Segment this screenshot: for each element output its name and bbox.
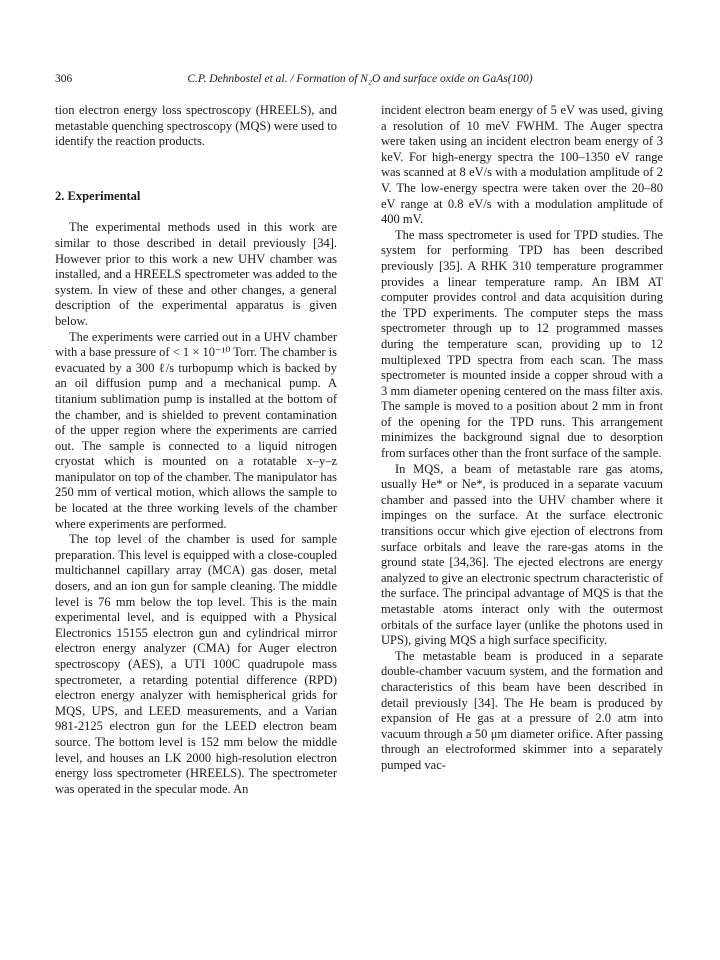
right-column bbox=[381, 103, 663, 774]
section-heading: 2. Experimental bbox=[55, 188, 141, 203]
intro-paragraph: tion electron energy loss spectroscopy (HREELS), and metastable quenching spectroscopy (MQS) were used to identify the reaction products. bbox=[55, 103, 337, 149]
body-paragraph: The experimental methods used in this work are similar to those described in detail previously [34]. However prior to this work a new UHV chamber was installed, and a HREELS spectrometer was added to the system. In view of these and other changes, a general description of the experimental apparatus is given below. bbox=[55, 220, 337, 328]
page-number: 306 bbox=[55, 73, 73, 85]
body-paragraph: The top level of the chamber is used for sample preparation. This level is equipped with a close-coupled multichannel capillary array (MCA) gas doser, metal dosers, and an ion gun for sample cleaning. The middle level is 76 mm below the top level. This is the main experimental level, and is equipped with a Physical Electronics 15155 electron gun and cylindrical mirror electron energy analyzer (CMA) for Auger electron spectroscopy (AES), a UTI 100C quadrupole mass spectrometer, a retarding potential difference (RPD) electron energy analyzer with hemispherical grids for MQS, UPS, and LEED measurements, and a Varian 981-2125 electron gun for the LEED electron beam source. The bottom level is 152 mm below the middle level, and houses an LK 2000 high-resolution electron energy loss spectrometer (HREELS). The spectrometer was operated in the specular mode. An bbox=[55, 532, 337, 796]
body-paragraph: In MQS, a beam of metastable rare gas atoms, usually He* or Ne*, is produced in a separate vacuum chamber and passed into the UHV chamber where it impinges on the surface. At the surface electronic transitions occur which give ejection of electrons from surface orbitals and leave the rare-gas atoms in the ground state [34,36]. The ejected electrons are energy analyzed to give an electronic spectrum characteristic of the surface. The principal advantage of MQS is that the metastable atoms interact only with the outermost orbitals of the surface layer (unlike the photons used in UPS), giving MQS a high surface specificity. bbox=[381, 461, 663, 648]
continuation-paragraph: incident electron beam energy of 5 eV was used, giving a resolution of 10 meV FWHM. The Auger spectra were taken using an incident electron beam energy of 3 keV. For high-energy spectra the 100–1350 eV range was scanned at 8 eV/s with a modulation amplitude of 2 V. The low-energy spectra were taken over the 20–80 eV range at 0.8 eV/s with a modulation amplitude of 400 mV. bbox=[381, 103, 663, 227]
body-paragraph: The experiments were carried out in a UHV chamber with a base pressure of < 1 × 10⁻¹⁰ Torr. The chamber is evacuated by a 300 ℓ/s turbopump which is backed by an oil diffusion pump and a mechanical pump. A titanium sublimation pump is installed at the bottom of the chamber, and is shielded to prevent contamination of the upper region where the experiments are carried out. The sample is connected to a liquid nitrogen cryostat which is mounted on a rotatable x–y–z manipulator on top of the chamber. The manipulator has 250 mm of vertical motion, which allows the sample to be located at the three working levels of the chamber where experiments are performed. bbox=[55, 329, 337, 531]
running-header bbox=[55, 73, 665, 89]
body-paragraph: The metastable beam is produced in a separate double-chamber vacuum system, and the formation and characteristics of this beam have been described in detail previously [34]. The He beam is produced by expansion of He gas at a pressure of 2.0 atm into vacuum through a 50 μm diameter orifice. After passing through an electroformed skimmer into a separately pumped vac- bbox=[381, 648, 663, 772]
left-column bbox=[55, 103, 337, 797]
running-head-title: C.P. Dehnbostel et al. / Formation of N₂O and surface oxide on GaAs(100) bbox=[187, 73, 533, 85]
body-paragraph: The mass spectrometer is used for TPD studies. The system for performing TPD has been described previously [35]. A RHK 310 temperature programmer provides a linear temperature ramp. An IBM AT computer provides control and data acquisition during the TPD experiments. The computer steps the mass spectrometer through up to 12 programmed masses during the temperature scan, providing up to 12 multiplexed TPD spectra from each scan. The mass spectrometer is mounted inside a copper shroud with a 3 mm diameter opening centered on the mass filter axis. The sample is moved to a position about 2 mm in front of the opening for the TPD runs. This arrangement minimizes the background signal due to desorption from surfaces other than the front surface of the sample. bbox=[381, 227, 663, 461]
